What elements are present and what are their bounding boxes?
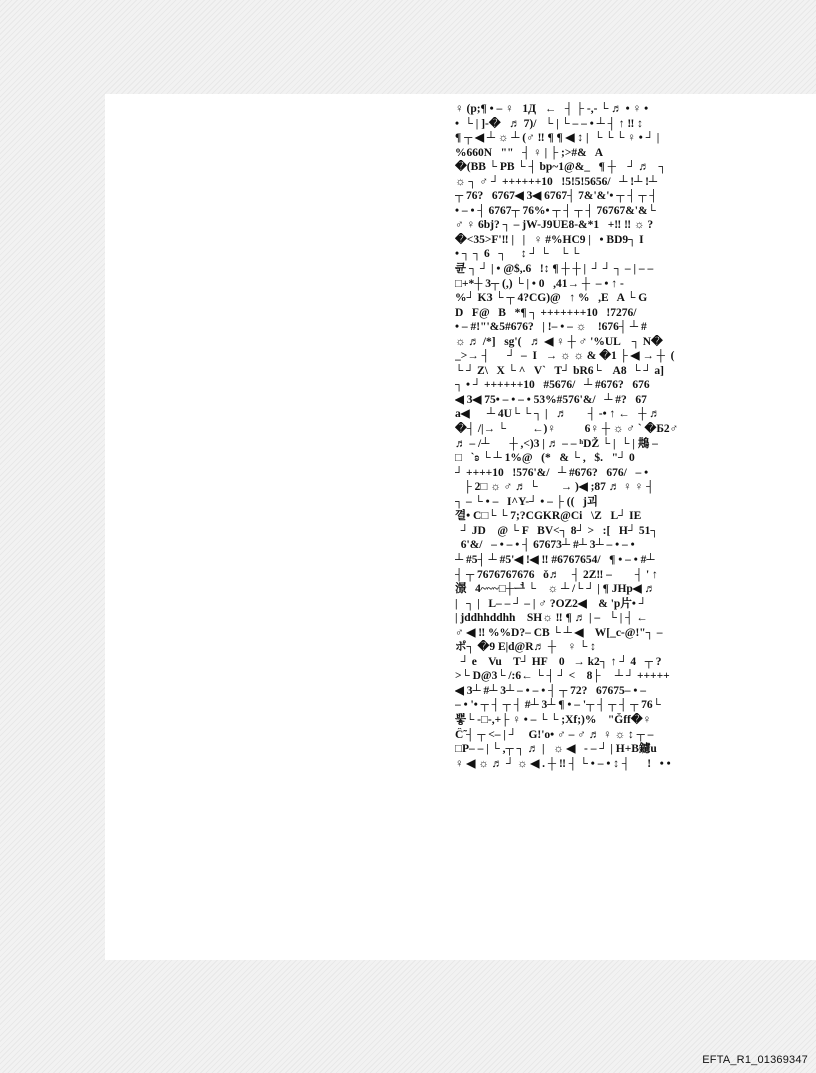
text-line: □ `ʚ └ ┴ 1%@ (* & └ , $. "┘ 0 [455,452,635,465]
text-line: D F@ B *¶ ┐ +++++++10 !7276/ [455,306,637,319]
text-line: �<35>F'‼ | | ♀ #%HC9 | • BD9┐ I [455,233,644,246]
text-line: ♀ ◀ ☼ ♬ ┘ ☼ ◀ . ┼ ‼ ┤ └ • – • ↕ ┤ ! • • [455,757,671,770]
text-line: ┬ 76? 6767◀ 3◀ 6767┤ 7&'&'• ┬ ┤ ┬ ┤ [455,190,658,203]
text-line: ┘ JD @ └ F BV<┐ 8┘ > :[ H┘ 51┐ [455,524,659,537]
text-line: • – #!"'&5#676? | !– • – ☼ !676┤ ┴ # [455,321,647,334]
text-line: �(BB └ PB └ ┤ bp~1@&_ ¶ ┼ ┘ ♬ ┐ [455,161,667,174]
text-line: 6'&/ – • – • ┤ 67673┴ #┴ 3┴ – • – • [455,539,635,552]
text-line: └ ┘ Z\ X └ ^ V` T┘ bR6└ A8 └ ┘ a] [455,364,664,377]
text-line: 큔 ┐ ┘ | • @$,.6 !↕ ¶ ┼ ┼ | ┘ ┘ ┐ – | – – [455,263,654,276]
text-line: ┴ #5┤ ┴ #5'◀ !◀ ‼ #6767654/ ¶ • – • #┴ [455,553,655,566]
text-line: • ┐ ┐ 6 ┐ ↕ ┘ └ └ └ [455,248,580,261]
text-line: ポ┐ �9 E|d@R♬ ┼ ♀ └ ↕ [455,641,596,654]
document-page [105,94,816,960]
text-line: �┤ /|→ └ ←)♀ 6♀ ┼ ☼ ♂ ` �Б2♂ [455,423,679,436]
text-line: | ┐ | L– – ┘ – | ♂ ?OZ2◀ & 'p片• ┘ [455,597,647,610]
text-line: ☼ ┐ ♂ ┘ ++++++10 !5!5!5656/ ┴ !┴ !┴ [455,175,658,188]
document-id: EFTA_R1_01369347 [702,1054,808,1066]
text-line: %660N "" ┤ ♀ | ├ ;>#& A [455,146,604,159]
text-line: ♂ ♀ 6bj? ┐ – jW-J9UE8-&*1 +‼ ‼ ☼ ? [455,219,654,232]
text-line: □+*┼ 3┬ (,) └ | • 0 ,41→ ┼ – • ↑ - [455,277,624,290]
text-line: >└ D@3└ /:6← └ ┤ ┘ < 8├ ┴ ┘ +++++ [455,670,670,683]
text-line: ♀ (p;¶ • – ♀ 1Д ← ┤ ├ -,- └ ♬ • ♀ • [455,103,649,115]
text-line: ├ 2□ ☼ ♂ ♬ └ → )◀ ;87 ♬ ♀ ♀ ┤ [455,481,655,494]
text-line: ┐ • ┘ ++++++10 #5676/ ┴ #676? 676 [455,379,650,392]
text-line: – • '• ┬ ┤ ┬ ┤ #┴ 3┴ ¶ • – '┬ ┤ ┬ ┤ ┬ 76└ [455,699,661,712]
garbled-text-column [455,102,816,960]
text-line: ◀ 3┴ #┴ 3┴ – • – • ┤ ┬ 72? 67675– • – [455,684,647,697]
text-line: 껼• C□└ └ 7;?CGKR@Ci \Z L┘ IE [455,510,642,523]
text-line: ┘ ++++10 !576'&/ ┴ #676? 676/ – • [455,466,649,479]
text-line: ◀ 3◀ 75• – • – • 53%#576'&/ ┴ #? 67 [455,393,647,406]
text-line: ┐ – └ • – I^Y-┘ • – ├ (( j괴 [455,495,598,508]
text-line: • – • ┤ 6767┬ 76%• ┬ ┤ ┬ ┤ 76767&'&└ [455,204,656,217]
text-line: • └ | ]-� ♬ 7)/ └ | └ – – • ┴ ┤ ↑ ‼ ↕ [455,117,643,130]
text-line: ♂ ◀ ‼ %%D?– CB └ ┴ ◀ W[_c-@!"┐ – [455,626,663,639]
text-line: 澋 4~~~□┼ᅼ └ ☼ ┴ /└ ┘ | ¶ JHp◀ ♬ [455,583,657,596]
text-line: ┘ e Vu T┘ HF 0 → k2┐ ↑ ┘ 4 ┬ ? [455,655,662,668]
text-line: ☼ ♬ /*] sg'( ♬ ◀ ♀ ┼ ♂ '%UL ┐ N� [455,335,663,348]
text-line: a◀ ┴ 4U└ └ ┐ | ♬ ┤ -• ↑ ← ┼ ♬ [455,408,661,421]
text-line: ♬ – /┴ ┼ ,<)3 | ♬ – – ʰDŽ └ | └ | 䳍 – [455,437,658,450]
text-line: %┘ KЗ └ ┬ 4?CG)@ ↑ % ,E A └ G [455,292,648,305]
text-line: | jddhhddhh SH☼ ‼ ¶ ♬ | – └ | ┤ ← [455,612,648,625]
text-line: □P– – | └ ,┬ ┐ ♬ | ☼ ◀ - – ┘ | H+B鑢u [455,743,657,756]
text-line: Ĉ̃ ┤ ┬ <– | ┘ G!'o• ♂ – ♂ ♬ ♀ ☼ ↕ ┬ – [455,728,654,741]
text-line: 뿧└ -□-,+├ ♀ • – └ └ ;Xf;)% "Ğff�♀ [455,713,652,726]
text-line: _>→ ┤ ┘ – I → ☼ ☼ & �1 ├ ◀ → ┼ ( [455,350,675,363]
text-line: ┤ ┬ 7676767676 ǒ♬ ┤ 2Z‼ – ┤ ' ↑ [455,568,658,581]
text-line: ¶ ┬ ◀ ┴ ☼ ┴ (♂ ‼ ¶ ¶ ◀ ↕ | └ └ └ ♀ • ┘ | [455,132,660,145]
